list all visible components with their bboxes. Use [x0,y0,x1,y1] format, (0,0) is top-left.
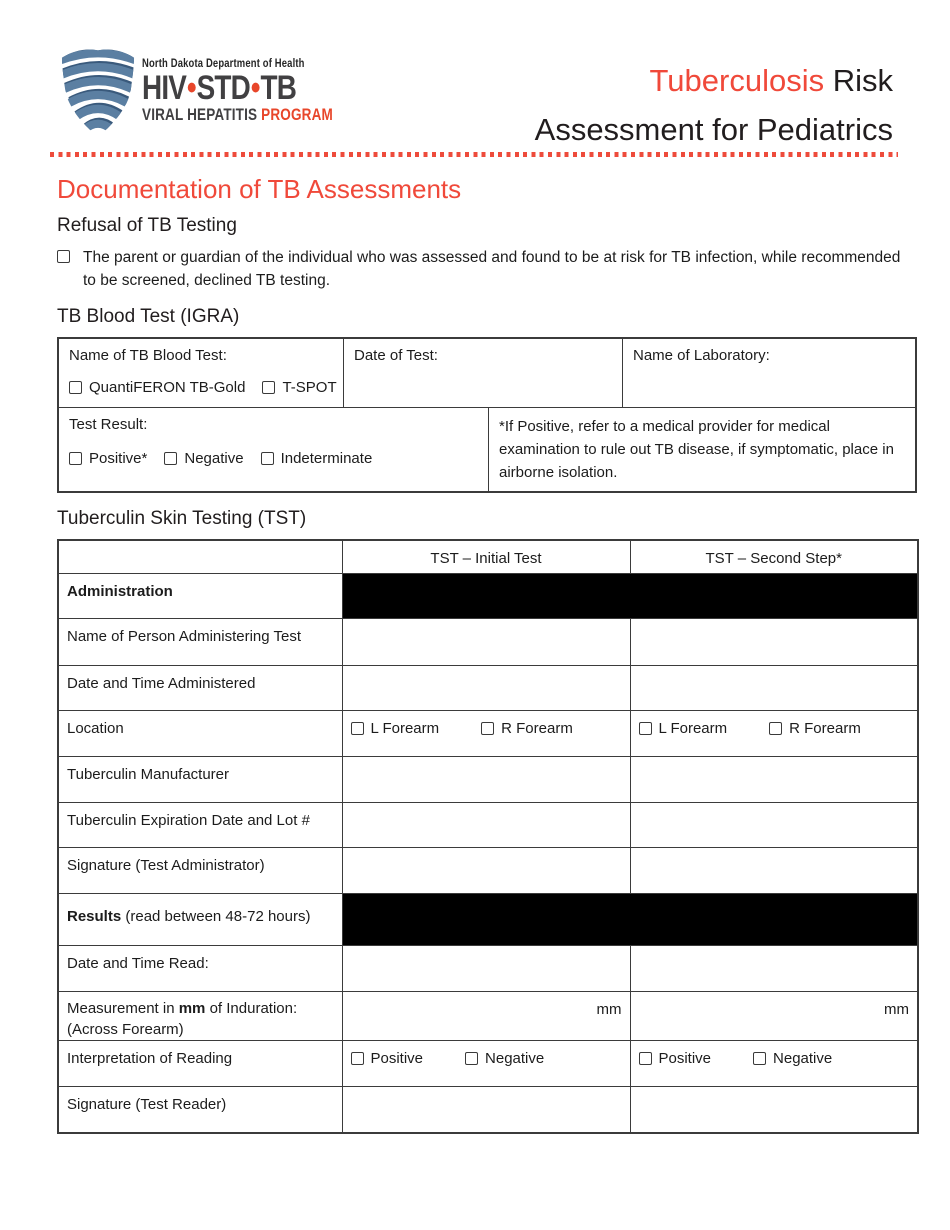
logo-text-block [142,46,333,125]
igra-option-negative[interactable]: Negative [164,450,243,467]
date-read-label: Date and Time Read: [58,945,342,991]
negative-checkbox[interactable] [164,452,177,465]
location-initial-cell [342,710,630,756]
date-read-second-field[interactable] [630,945,918,991]
quantiferon-checkbox[interactable] [69,381,82,394]
igra-option-positive[interactable]: Positive* [69,450,147,467]
interpretation-initial-positive[interactable]: Positive [351,1050,424,1067]
tst-col-second: TST – Second Step* [630,540,918,573]
igra-table [57,337,917,493]
title-line-1: Tuberculosis Risk [649,63,893,98]
igra-option-tspot[interactable]: T-SPOT [262,379,336,396]
interpretation-initial-cell [342,1040,630,1086]
title-line-2: Assessment for Pediatrics [534,112,893,147]
location-second-l-forearm[interactable]: L Forearm [639,720,728,737]
section-heading-igra: TB Blood Test (IGRA) [57,306,240,327]
signature-reader-initial-field[interactable] [342,1086,630,1133]
signature-reader-second-field[interactable] [630,1086,918,1133]
administration-label: Administration [58,573,342,618]
igra-row-1 [59,339,915,407]
mm-unit: mm [884,1000,909,1018]
logo-dot-icon: • [186,69,196,107]
tst-row-interpretation [58,1040,918,1086]
results-black-bar [342,893,918,945]
tst-row-measurement [58,991,918,1040]
negative-checkbox[interactable] [465,1052,478,1065]
manufacturer-initial-field[interactable] [342,756,630,802]
location-label: Location [58,710,342,756]
igra-lab-cell[interactable] [623,339,915,407]
page-title [535,56,893,154]
nddoh-logo [57,46,375,140]
logo-acronym-line: HIV•STD•TB [142,69,297,107]
negative-checkbox[interactable] [753,1052,766,1065]
igra-option-quantiferon[interactable]: QuantiFERON TB-Gold [69,379,245,396]
location-initial-r-forearm[interactable]: R Forearm [481,720,573,737]
location-second-cell [630,710,918,756]
tst-row-administering [58,618,918,665]
signature-admin-initial-field[interactable] [342,847,630,893]
positive-checkbox[interactable] [639,1052,652,1065]
positive-checkbox[interactable] [351,1052,364,1065]
l-forearm-checkbox[interactable] [351,722,364,735]
interpretation-second-negative[interactable]: Negative [753,1050,832,1067]
l-forearm-checkbox[interactable] [639,722,652,735]
interpretation-label: Interpretation of Reading [58,1040,342,1086]
tspot-checkbox[interactable] [262,381,275,394]
igra-result-cell[interactable] [59,408,489,491]
dotted-divider [50,152,898,157]
tst-row-date-read [58,945,918,991]
logo-dot-icon: • [250,69,260,107]
location-initial-l-forearm[interactable]: L Forearm [351,720,440,737]
shield-icon [57,46,139,140]
mm-unit: mm [596,1000,622,1018]
signature-admin-second-field[interactable] [630,847,918,893]
measurement-initial-field[interactable] [342,991,630,1040]
igra-option-indeterminate[interactable]: Indeterminate [261,450,373,467]
tst-row-results [58,893,918,945]
date-administered-second-field[interactable] [630,665,918,710]
manufacturer-second-field[interactable] [630,756,918,802]
igra-positive-note: *If Positive, refer to a medical provider for medical examination to rule out TB disease, if symptomatic, place in airborne isolation. [499,418,894,481]
administering-initial-field[interactable] [342,618,630,665]
igra-date-cell[interactable] [344,339,623,407]
interpretation-initial-negative[interactable]: Negative [465,1050,544,1067]
tst-header-row [58,540,918,573]
r-forearm-checkbox[interactable] [481,722,494,735]
tst-corner-cell [58,540,342,573]
results-label: Results (read between 48-72 hours) [58,893,342,945]
location-second-r-forearm[interactable]: R Forearm [769,720,861,737]
signature-admin-label: Signature (Test Administrator) [58,847,342,893]
expiration-second-cell [630,802,918,847]
section-heading-documentation: Documentation of TB Assessments [57,174,462,204]
igra-result-label: Test Result: [69,416,148,433]
manufacturer-label: Tuberculin Manufacturer [58,756,342,802]
igra-row-2 [59,407,915,491]
igra-name-cell[interactable] [59,339,344,407]
igra-lab-label: Name of Laboratory: [633,347,770,364]
date-administered-initial-field[interactable] [342,665,630,710]
interpretation-second-cell [630,1040,918,1086]
tst-row-date-administered [58,665,918,710]
measurement-label: Measurement in mm of Induration: (Across Forearm) [58,991,342,1040]
signature-reader-label: Signature (Test Reader) [58,1086,342,1133]
tst-table [57,539,919,1134]
section-heading-tst: Tuberculin Skin Testing (TST) [57,508,307,529]
indeterminate-checkbox[interactable] [261,452,274,465]
logo-subtitle-line: VIRAL HEPATITIS PROGRAM [142,106,333,124]
tst-row-administration [58,573,918,618]
administering-label: Name of Person Administering Test [58,618,342,665]
refusal-statement: The parent or guardian of the individual who was assessed and found to be at risk for TB infection, while recommended to be screened, declined TB testing. [83,249,901,289]
r-forearm-checkbox[interactable] [769,722,782,735]
tst-col-initial: TST – Initial Test [342,540,630,573]
tst-row-signature-admin [58,847,918,893]
positive-checkbox[interactable] [69,452,82,465]
tst-row-expiration [58,802,918,847]
logo-department-line: North Dakota Department of Health [142,58,305,70]
tst-row-location [58,710,918,756]
interpretation-second-positive[interactable]: Positive [639,1050,712,1067]
igra-date-label: Date of Test: [354,347,438,364]
section-heading-refusal: Refusal of TB Testing [57,215,237,236]
administration-black-bar [342,573,918,618]
igra-name-label: Name of TB Blood Test: [69,347,227,364]
expiration-label: Tuberculin Expiration Date and Lot # [58,802,342,847]
expiration-initial-cell [342,802,630,847]
refusal-checkbox[interactable] [57,250,70,263]
date-administered-label: Date and Time Administered [58,665,342,710]
tst-row-signature-reader [58,1086,918,1133]
measurement-second-field[interactable] [630,991,918,1040]
date-read-initial-field[interactable] [342,945,630,991]
refusal-statement-row [57,246,917,292]
tst-row-manufacturer [58,756,918,802]
administering-second-field[interactable] [630,618,918,665]
